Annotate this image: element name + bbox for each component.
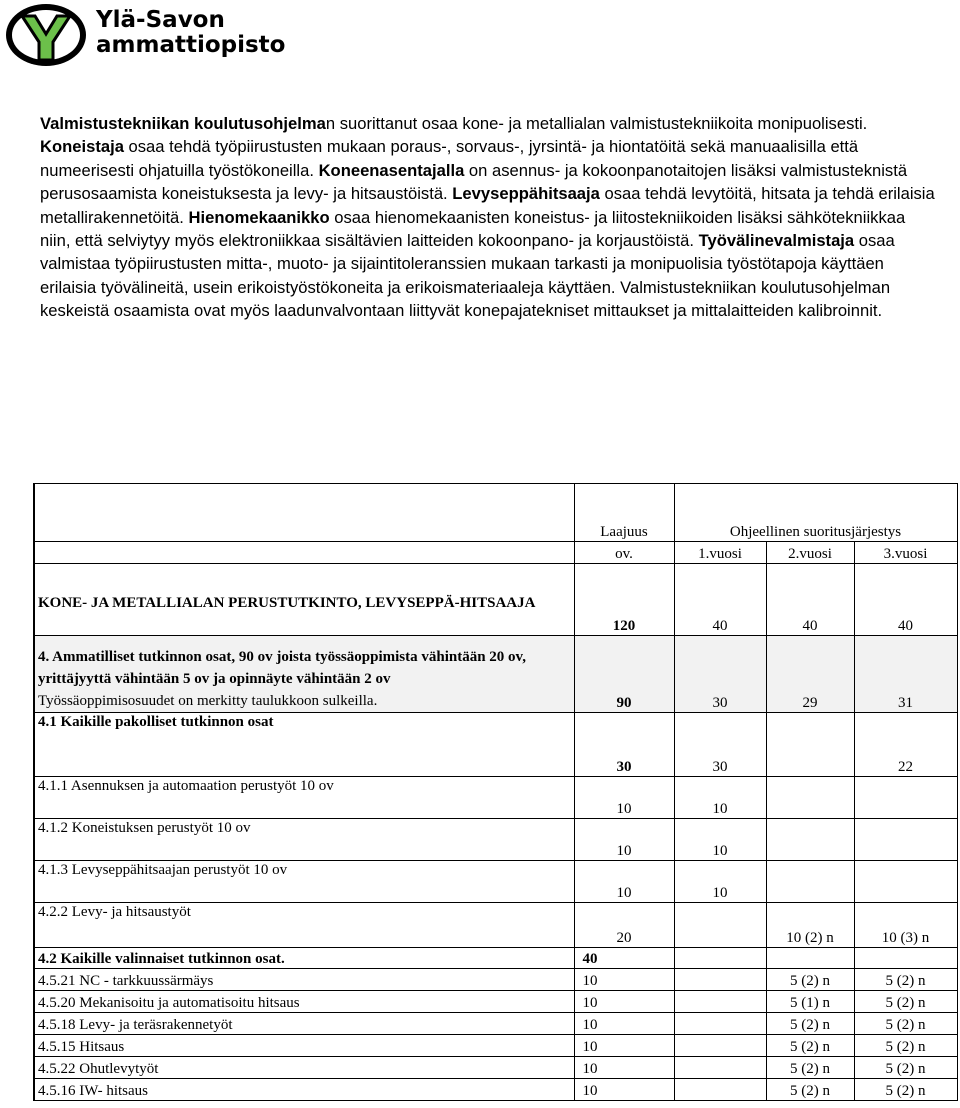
section-41-row bbox=[34, 713, 957, 777]
header-year-1: 1.vuosi bbox=[674, 542, 766, 564]
header-year-2: 2.vuosi bbox=[766, 542, 854, 564]
section-41-title: 4.1 Kaikille pakolliset tutkinnon osat bbox=[34, 713, 574, 777]
course-y3 bbox=[854, 861, 957, 903]
course-name: 4.1.1 Asennuksen ja automaation perustyöt 10 ov bbox=[34, 777, 574, 819]
elective-name: 4.5.22 Ohutlevytyöt bbox=[34, 1057, 574, 1079]
course-name: 4.2.2 Levy- ja hitsaustyöt bbox=[34, 903, 574, 948]
table-row bbox=[34, 1013, 957, 1035]
table-row bbox=[34, 1057, 957, 1079]
course-y3 bbox=[854, 819, 957, 861]
degree-y2: 40 bbox=[766, 564, 854, 636]
course-y1: 10 bbox=[674, 777, 766, 819]
elective-y2: 5 (2) n bbox=[766, 1079, 854, 1101]
elective-name: 4.5.18 Levy- ja teräsrakennetyöt bbox=[34, 1013, 574, 1035]
course-name: 4.1.3 Levyseppähitsaajan perustyöt 10 ov bbox=[34, 861, 574, 903]
course-y1 bbox=[674, 903, 766, 948]
table-row bbox=[34, 1035, 957, 1057]
elective-y3: 5 (2) n bbox=[854, 1013, 957, 1035]
header-year-3: 3.vuosi bbox=[854, 542, 957, 564]
section-41-y3: 22 bbox=[854, 713, 957, 777]
elective-y3: 5 (2) n bbox=[854, 1035, 957, 1057]
intro-text-6: osaa valmistaa työpiirustusten mitta-, muoto- ja sijaintitoleranssien mukaan tarkasti ja monipuolisia työstötapoja käyttäen erilaisia työvälineitä, usein erikoistyöstökoneita ja erikoismateriaaleja käyttäen. Valmistustekniikan koulutusohjelman keskeistä osaamista ovat myös laadunvalvontaan liittyvät konepajatekniset mittaukset ja mittalaitteiden kalibroinnit. bbox=[40, 231, 895, 321]
intro-term-5: Hienomekaanikko bbox=[188, 207, 330, 227]
intro-text-2: osaa tehdä työpiirustusten mukaan poraus-, sorvaus-, jyrsintä- ja hiontatöitä sekä manuaalisilla että numeerisesti ohjatuilla työstökoneilla. bbox=[40, 137, 859, 180]
logo-line-2: ammattiopisto bbox=[96, 32, 286, 58]
course-total: 20 bbox=[574, 903, 674, 948]
intro-term-6: Työvälinevalmistaja bbox=[698, 231, 855, 251]
course-y2 bbox=[766, 819, 854, 861]
course-y3 bbox=[854, 777, 957, 819]
intro-text-1: n suorittanut osaa kone- ja metallialan valmistustekniikoita monipuolisesti. bbox=[325, 114, 868, 133]
elective-name: 4.5.20 Mekanisoitu ja automatisoitu hitsaus bbox=[34, 991, 574, 1013]
section-41-y2 bbox=[766, 713, 854, 777]
section-4-total: 90 bbox=[574, 636, 674, 713]
elective-y2: 5 (2) n bbox=[766, 1057, 854, 1079]
course-y2 bbox=[766, 777, 854, 819]
intro-term-2: Koneistaja bbox=[40, 137, 124, 157]
logo-emblem-icon bbox=[4, 2, 90, 68]
elective-y1 bbox=[674, 1013, 766, 1035]
elective-name: 4.5.21 NC - tarkkuussärmäys bbox=[34, 969, 574, 991]
header-order: Ohjeellinen suoritusjärjestys bbox=[674, 484, 957, 542]
elective-name: 4.5.15 Hitsaus bbox=[34, 1035, 574, 1057]
elective-name: 4.5.16 IW- hitsaus bbox=[34, 1079, 574, 1101]
course-y2: 10 (2) n bbox=[766, 903, 854, 948]
section-4-y1: 30 bbox=[674, 636, 766, 713]
course-y1: 10 bbox=[674, 861, 766, 903]
table-row bbox=[34, 903, 957, 948]
header-unit: ov. bbox=[574, 542, 674, 564]
section-4-row bbox=[34, 636, 957, 713]
table-header-row-2 bbox=[34, 542, 957, 564]
section-4-y2: 29 bbox=[766, 636, 854, 713]
degree-y1: 40 bbox=[674, 564, 766, 636]
section-41-y1: 30 bbox=[674, 713, 766, 777]
elective-y2: 5 (1) n bbox=[766, 991, 854, 1013]
intro-text-3: on asennus- ja kokoonpanotaitojen lisäksi valmistusteknistä perusosaamista koneistuksesta ja levy- ja hitsaustöistä. bbox=[40, 160, 908, 204]
elective-y1 bbox=[674, 991, 766, 1013]
section-41-total: 30 bbox=[574, 713, 674, 777]
elective-y1 bbox=[674, 1035, 766, 1057]
section-42-row bbox=[34, 948, 957, 969]
course-y1: 10 bbox=[674, 819, 766, 861]
table-row bbox=[34, 969, 957, 991]
table-row bbox=[34, 861, 957, 903]
elective-y3: 5 (2) n bbox=[854, 1079, 957, 1101]
intro-term-3: Koneenasentajalla bbox=[318, 160, 465, 180]
intro-text-4: osaa tehdä levytöitä, hitsata ja tehdä erilaisia metallirakennetöitä. bbox=[40, 184, 935, 227]
elective-y1 bbox=[674, 1057, 766, 1079]
degree-total: 120 bbox=[574, 564, 674, 636]
degree-title: KONE- JA METALLIALAN PERUSTUTKINTO, LEVYSEPPÄ-HITSAAJA bbox=[34, 564, 574, 636]
table-row bbox=[34, 819, 957, 861]
elective-total: 10 bbox=[574, 969, 674, 991]
header-laajuus: Laajuus bbox=[574, 484, 674, 542]
elective-total: 10 bbox=[574, 1079, 674, 1101]
section-4-y3: 31 bbox=[854, 636, 957, 713]
section-4-title: 4. Ammatilliset tutkinnon osat, 90 ov joista työssäoppimista vähintään 20 ov, yrittäjyyttä vähintään 5 ov ja opinnäyte vähintään 2 ov bbox=[38, 649, 526, 687]
degree-y3: 40 bbox=[854, 564, 957, 636]
study-plan-table bbox=[33, 483, 958, 1101]
elective-total: 10 bbox=[574, 991, 674, 1013]
elective-y2: 5 (2) n bbox=[766, 1035, 854, 1057]
logo-line-1: Ylä-Savon bbox=[96, 7, 225, 33]
intro-text-5: osaa hienomekaanisten koneistus- ja liitostekniikoiden lisäksi sähkötekniikkaa niin, että selviytyy myös elektroniikkaa sisältävien laitteiden kokoonpano- ja korjaustöistä. bbox=[40, 207, 906, 251]
elective-y2: 5 (2) n bbox=[766, 969, 854, 991]
intro-term-4: Levyseppähitsaaja bbox=[452, 184, 600, 204]
course-y3: 10 (3) n bbox=[854, 903, 957, 948]
course-total: 10 bbox=[574, 777, 674, 819]
school-logo bbox=[4, 2, 294, 68]
elective-total: 10 bbox=[574, 1035, 674, 1057]
elective-total: 10 bbox=[574, 1057, 674, 1079]
table-header-row-1 bbox=[34, 484, 957, 542]
logo-wordmark bbox=[96, 8, 285, 58]
course-total: 10 bbox=[574, 819, 674, 861]
elective-y3: 5 (2) n bbox=[854, 991, 957, 1013]
elective-y2: 5 (2) n bbox=[766, 1013, 854, 1035]
intro-paragraph bbox=[40, 112, 935, 323]
section-42-title: 4.2 Kaikille valinnaiset tutkinnon osat. bbox=[34, 948, 574, 969]
degree-row bbox=[34, 564, 957, 636]
section-4-note: Työssäoppimisosuudet on merkitty taulukkoon sulkeilla. bbox=[38, 693, 378, 709]
table-row bbox=[34, 777, 957, 819]
course-name: 4.1.2 Koneistuksen perustyöt 10 ov bbox=[34, 819, 574, 861]
intro-term-1: Valmistustekniikan koulutusohjelma bbox=[40, 114, 326, 133]
table-row bbox=[34, 991, 957, 1013]
table-row bbox=[34, 1079, 957, 1101]
course-total: 10 bbox=[574, 861, 674, 903]
elective-y3: 5 (2) n bbox=[854, 969, 957, 991]
course-y2 bbox=[766, 861, 854, 903]
elective-y3: 5 (2) n bbox=[854, 1057, 957, 1079]
elective-y1 bbox=[674, 969, 766, 991]
elective-total: 10 bbox=[574, 1013, 674, 1035]
section-42-total: 40 bbox=[574, 948, 674, 969]
elective-y1 bbox=[674, 1079, 766, 1101]
